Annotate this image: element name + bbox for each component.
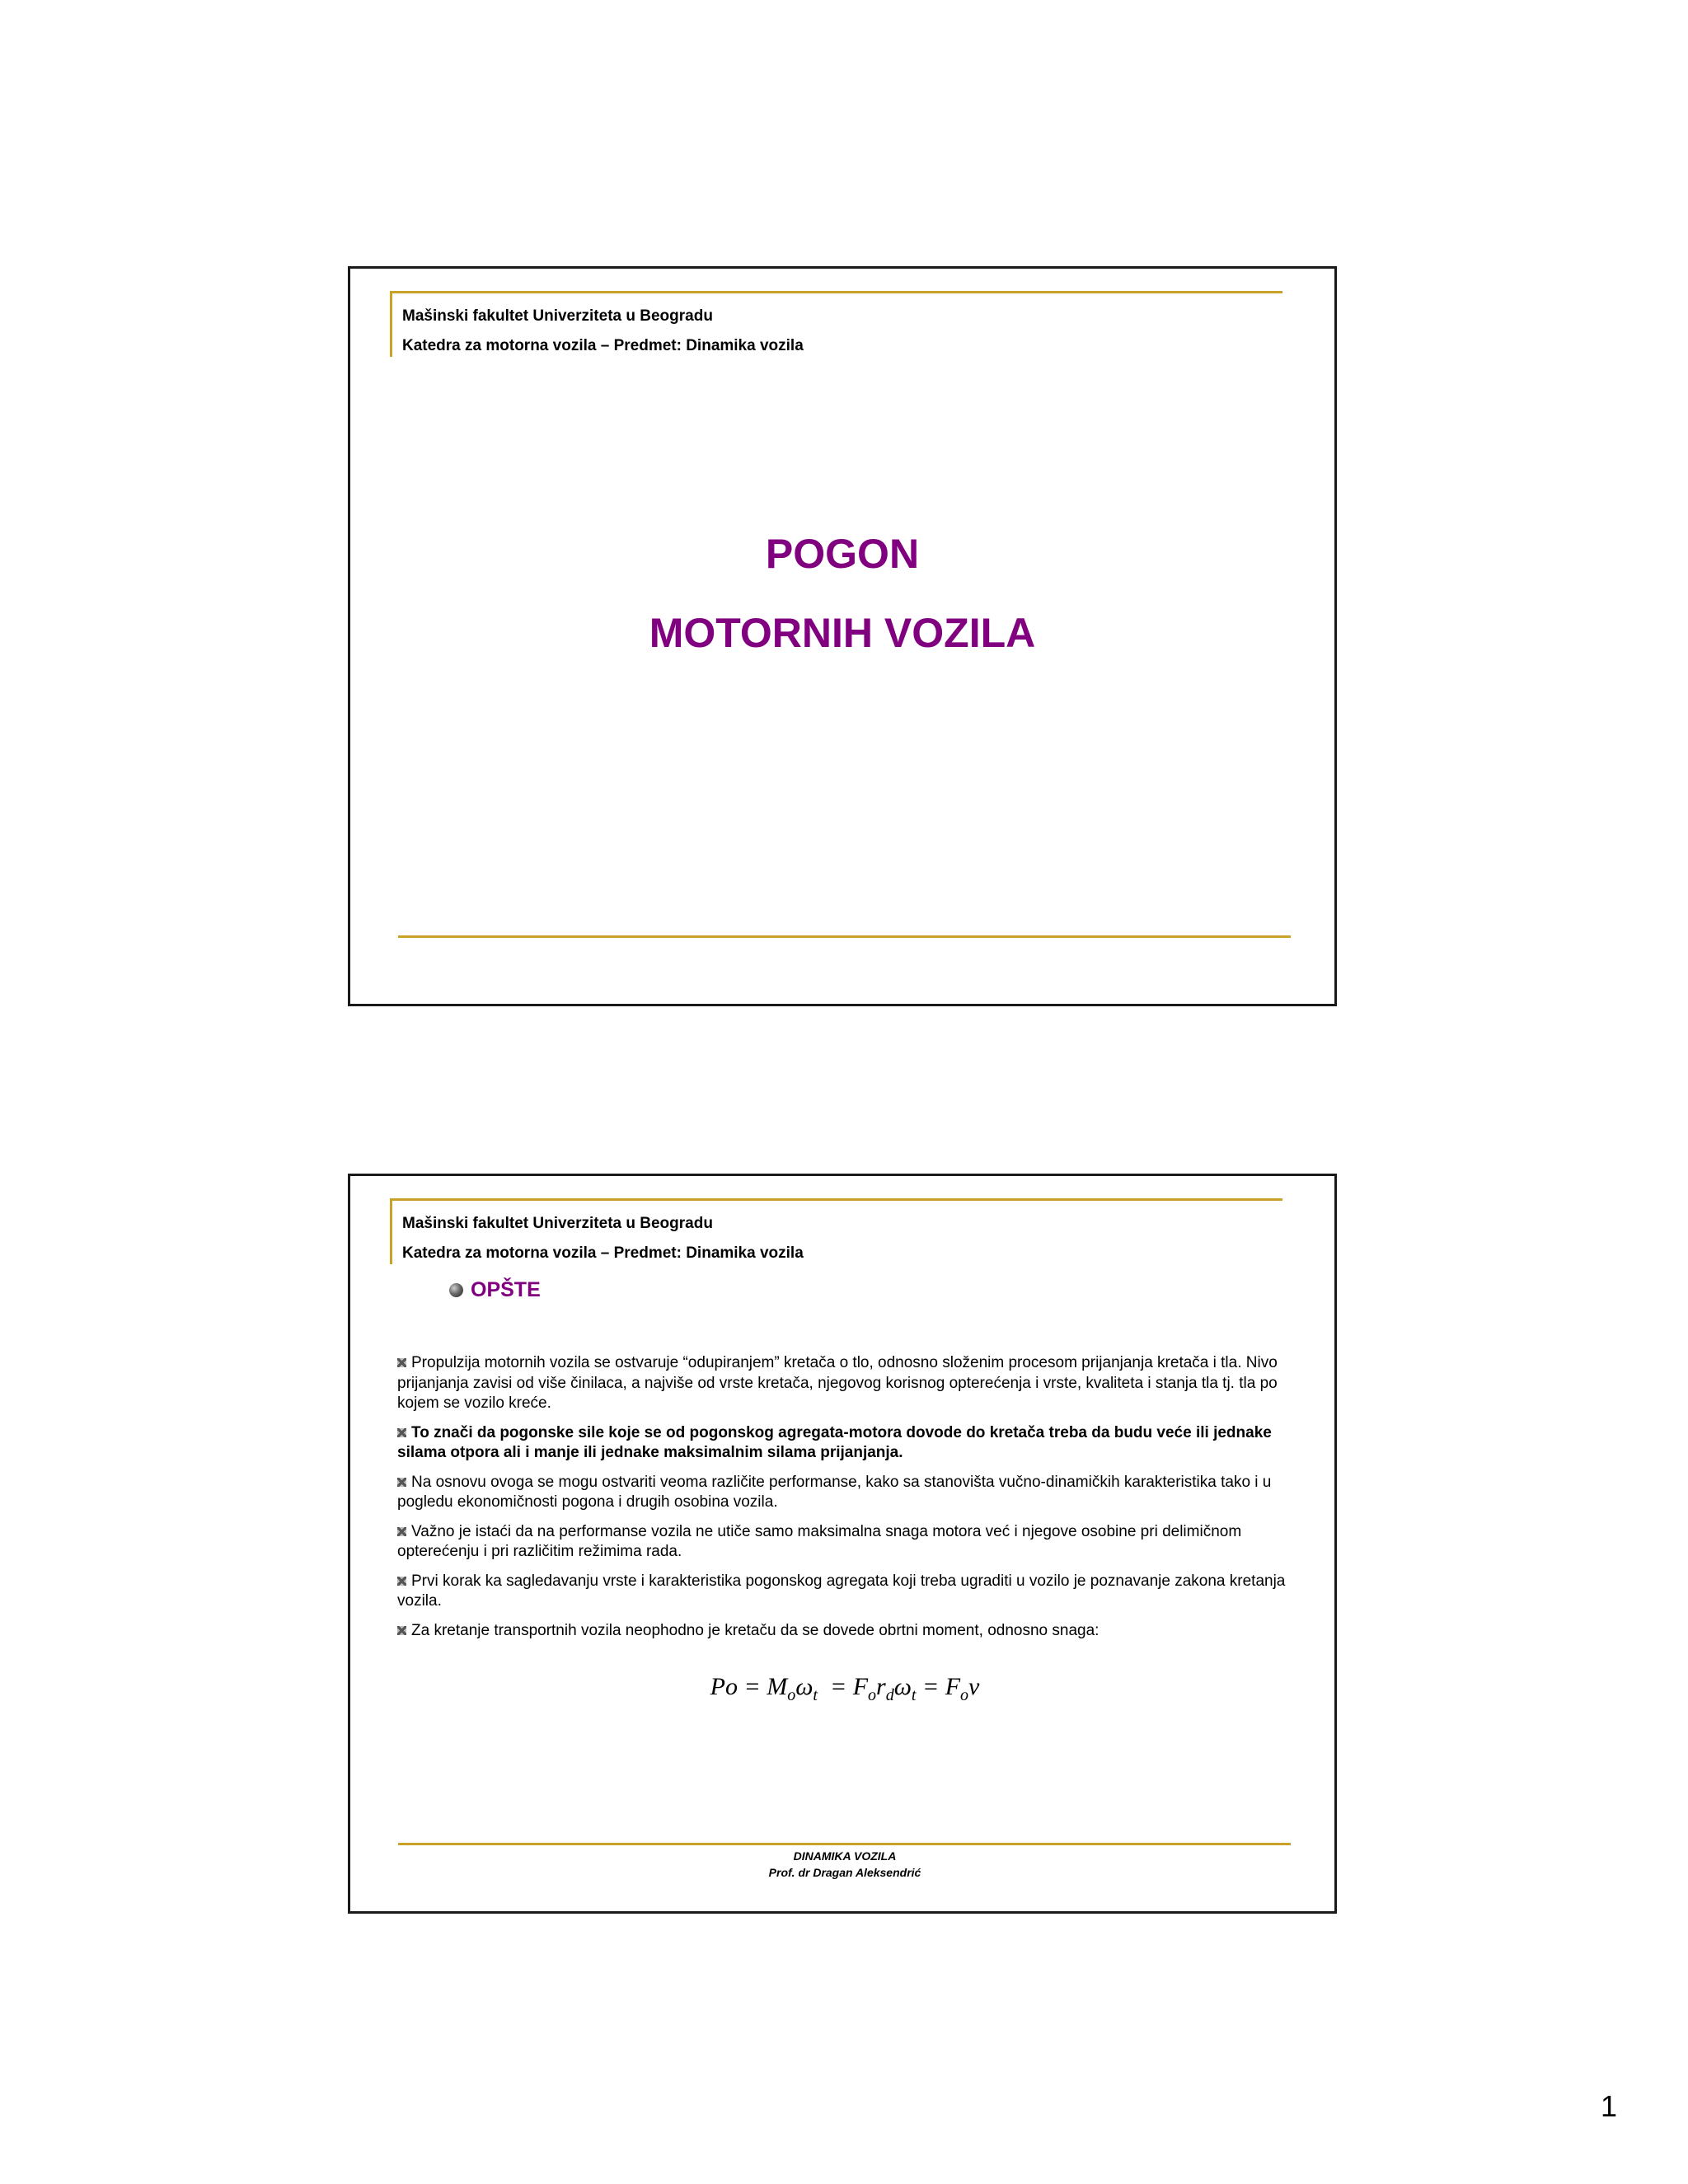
square-bullet-icon [397, 1577, 406, 1586]
paragraph: Važno je istaći da na performanse vozila ne utiče samo maksimalna snaga motora već i njegove osobine pri delimičnom opterećenju i pri različitim režimima rada. [397, 1522, 1242, 1560]
square-bullet-icon [397, 1428, 406, 1437]
header-department: Katedra za motorna vozila – Predmet: Dinamika vozila [402, 1244, 804, 1262]
header-institution: Mašinski fakultet Univerziteta u Beogradu [402, 1215, 713, 1232]
paragraph: Na osnovu ovoga se mogu ostvariti veoma različite performanse, kako sa stanovišta vučno-dinamičkih karakteristika tako i u pogledu ekonomičnosti pogona i drugih osobina vozila. [397, 1473, 1272, 1511]
body-text [397, 1353, 1296, 1650]
bullet-ball-icon [449, 1283, 463, 1297]
paragraph: Prvi korak ka sagledavanju vrste i karakteristika pogonskog agregata koji treba ugraditi u vozilo je poznavanje zakona kretanja vozila. [397, 1572, 1286, 1610]
square-bullet-icon [397, 1358, 406, 1367]
header-department: Katedra za motorna vozila – Predmet: Dinamika vozila [402, 337, 804, 354]
slide-1 [348, 266, 1337, 1006]
slide-title-line-1: POGON [765, 531, 920, 577]
header-accent-line [392, 291, 1282, 293]
footer-course: DINAMIKA VOZILA [793, 1849, 897, 1863]
square-bullet-icon [397, 1527, 406, 1536]
header-institution: Mašinski fakultet Univerziteta u Beogradu [402, 307, 713, 325]
section-heading [449, 1278, 541, 1302]
header-accent-line [392, 1198, 1282, 1201]
square-bullet-icon [397, 1478, 406, 1487]
footer-author: Prof. dr Dragan Aleksendrić [768, 1866, 921, 1879]
slide-header [390, 1198, 1282, 1264]
slide-2 [348, 1174, 1337, 1914]
slide-header [390, 291, 1282, 357]
footer-rule [398, 1843, 1291, 1845]
footer-rule [398, 935, 1291, 938]
section-title: OPŠTE [471, 1278, 541, 1301]
power-formula: $Po = M_o\omega_t = F_or_d\omega_t = F_ov$ [710, 1673, 980, 1704]
slide-title-line-2: MOTORNIH VOZILA [649, 610, 1036, 656]
paragraph: Propulzija motornih vozila se ostvaruje “odupiranjem” kretača o tlo, odnosno složenim procesom prijanjanja kretača i tla. Nivo prijanjanja zavisi od više činilaca, a najviše od vrste kretača, njegovog korisnog opterećenja i vrste, kvaliteta i stanja tla tj. tla po kojem se vozilo kreće. [397, 1354, 1278, 1412]
paragraph: Za kretanje transportnih vozila neophodno je kretaču da se dovede obrtni moment, odnosno snaga: [397, 1621, 1296, 1642]
paragraph-emphasis: To znači da pogonske sile koje se od pogonskog agregata-motora dovode do kretača treba da budu veće ili jednake silama otpora ali i manje ili jednake maksimalnim silama prijanjanja. [397, 1423, 1272, 1461]
square-bullet-icon [397, 1626, 406, 1635]
page-number: 1 [1601, 2089, 1618, 2123]
